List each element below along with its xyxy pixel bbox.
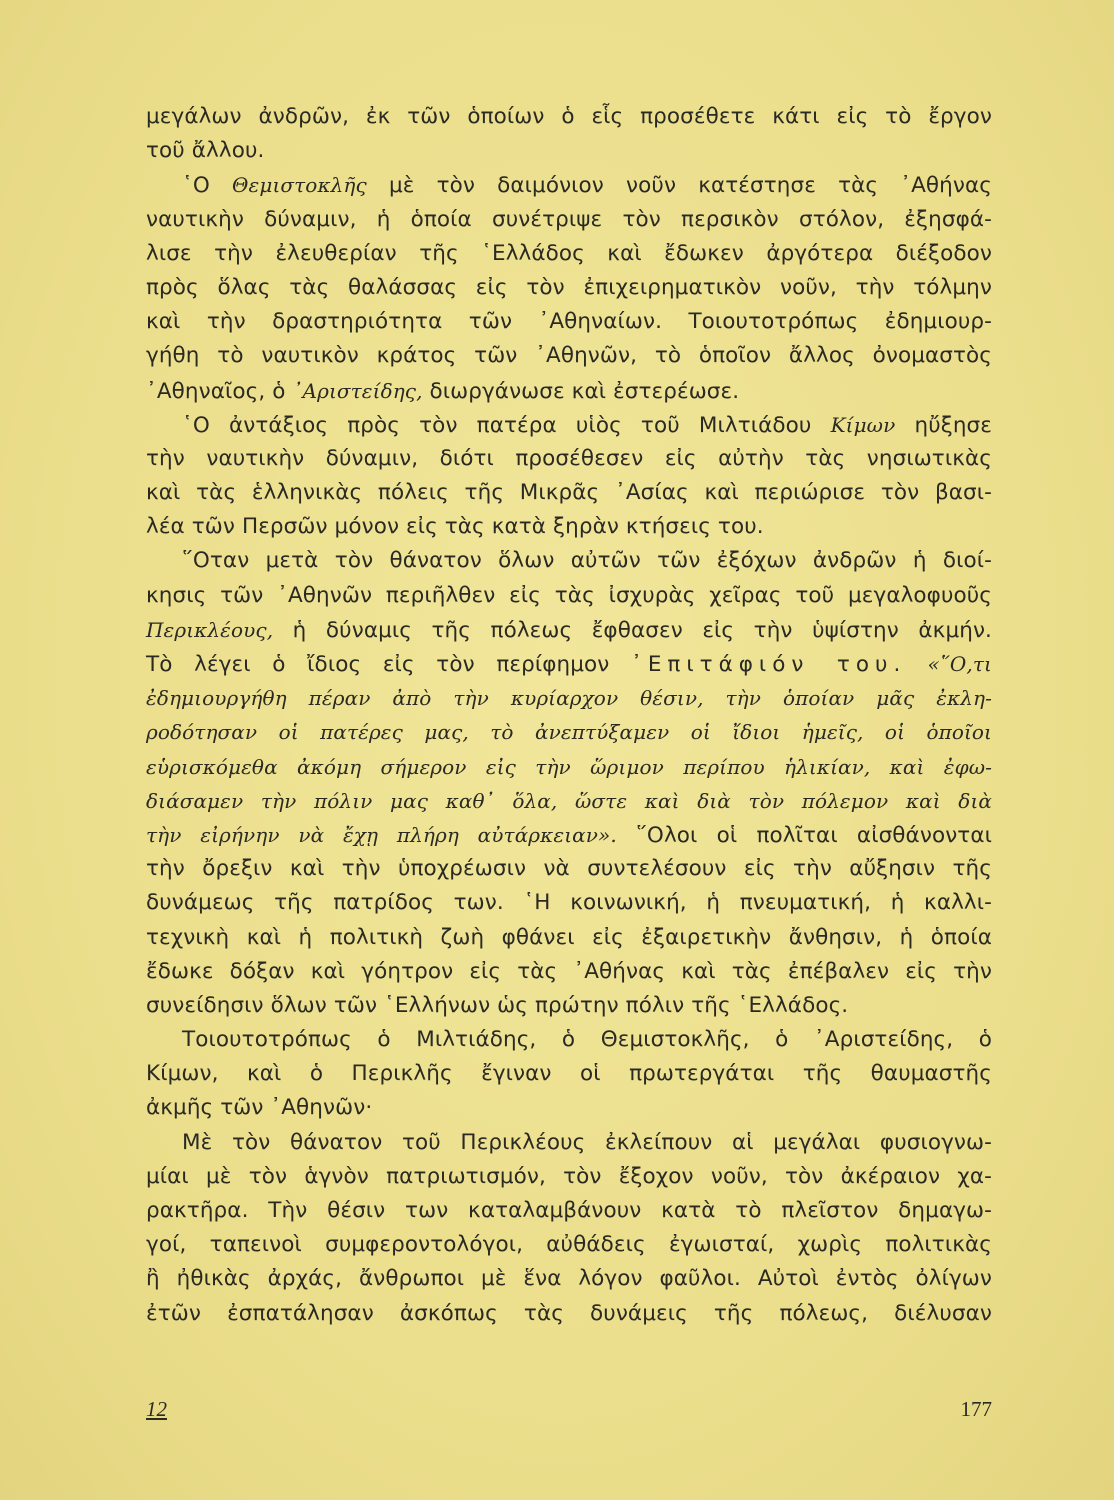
italic-text-run: Περικλέους,: [146, 617, 274, 642]
text-line: [146, 1160, 992, 1194]
italic-text-run: ᾿Αριστείδης,: [292, 378, 423, 403]
text-run: ᾿Αθηναῖος, ὁ: [146, 378, 293, 404]
text-line: [146, 750, 992, 784]
text-line: [146, 476, 992, 510]
italic-text-run: Θεμιστοκλῆς: [232, 173, 367, 198]
text-line: [146, 237, 992, 271]
text-line: [146, 579, 992, 613]
italic-text-run: διάσαμεν τὴν πόλιν μας καθ᾿ ὅλα, ὥστε καὶ διὰ τὸν πόλεμον καὶ διὰ: [146, 788, 992, 813]
text-run: τεχνικὴ καὶ ἡ πολιτικὴ ζωὴ φθάνει εἰς ἐξαιρετικὴν ἄνθησιν, ἡ ὁποία: [146, 924, 992, 950]
text-line: [146, 271, 992, 305]
text-line: [146, 100, 992, 134]
text-line: [146, 886, 992, 920]
text-line: [146, 510, 992, 544]
text-run: ῾Ο ἀντάξιος πρὸς τὸν πατέρα υἱὸς τοῦ Μιλτιάδου: [182, 412, 831, 438]
text-line: [146, 784, 992, 818]
text-run: καὶ τὴν δραστηριότητα τῶν ᾿Αθηναίων. Τοιουτοτρόπως ἐδημιουρ-: [146, 309, 992, 335]
text-line: [146, 921, 992, 955]
text-run: λέα τῶν Περσῶν μόνον εἰς τὰς κατὰ ξηρὰν κτήσεις του.: [146, 514, 764, 540]
text-run: ἔδωκε δόξαν καὶ γόητρον εἰς τὰς ᾿Αθήνας καὶ τὰς ἐπέβαλεν εἰς τὴν: [146, 958, 992, 984]
text-line: [146, 613, 992, 647]
text-run: τὴν ὄρεξιν καὶ τὴν ὑποχρέωσιν νὰ συντελέσουν εἰς τὴν αὔξησιν τῆς: [146, 856, 992, 882]
text-line: [146, 134, 992, 168]
text-line: [146, 1126, 992, 1160]
text-run: συνείδησιν ὅλων τῶν ῾Ελλήνων ὡς πρώτην πόλιν τῆς ῾Ελλάδος.: [146, 992, 849, 1018]
text-line: [146, 818, 992, 852]
text-run: μεγάλων ἀνδρῶν, ἐκ τῶν ὁποίων ὁ εἷς προσέθετε κάτι εἰς τὸ ἔργον: [146, 104, 992, 129]
italic-text-run: τὴν εἰρήνην νὰ ἔχῃ πλήρη αὐτάρκειαν».: [146, 822, 617, 847]
text-run: ναυτικὴν δύναμιν, ἡ ὁποία συνέτριψε τὸν περσικὸν στόλον, ἐξησφά-: [146, 206, 992, 232]
text-line: [146, 1228, 992, 1262]
text-line: [146, 442, 992, 476]
page-number: 177: [960, 1397, 992, 1421]
text-line: [146, 305, 992, 339]
text-run: γοί, ταπεινοὶ συμφεροντολόγοι, αὐθάδεις ἐγωισταί, χωρὶς πολιτικὰς: [146, 1232, 992, 1258]
page-footer: [146, 1397, 992, 1427]
text-run: τὴν ναυτικὴν δύναμιν, διότι προσέθεσεν εἰς αὐτὴν τὰς νησιωτικὰς: [146, 445, 992, 471]
text-line: [146, 1057, 992, 1091]
text-run: ἡ δύναμις τῆς πόλεως ἔφθασεν εἰς τὴν ὑψίστην ἀκμήν.: [273, 617, 992, 643]
italic-text-run: «῞Ο,τι: [906, 652, 992, 676]
text-line: [146, 339, 992, 373]
text-line: [146, 374, 992, 408]
text-run: ἢ ἠθικὰς ἀρχάς, ἄνθρωποι μὲ ἕνα λόγον φαῦλοι. Αὐτοὶ ἐντὸς ὀλίγων: [146, 1266, 992, 1292]
text-line: [146, 955, 992, 989]
text-line: [146, 852, 992, 886]
text-line: [146, 1262, 992, 1296]
body-text: [146, 100, 992, 1331]
text-line: [146, 989, 992, 1023]
text-line: [146, 203, 992, 237]
text-run: Τὸ λέγει ὁ ἴδιος εἰς τὸν περίφημον: [146, 652, 632, 677]
text-run: δυνάμεως τῆς πατρίδος των. ῾Η κοινωνική, ἡ πνευματική, ἡ καλλι-: [146, 890, 992, 916]
text-line: [146, 1194, 992, 1228]
text-run: διωργάνωσε καὶ ἐστερέωσε.: [422, 378, 740, 404]
text-run: καὶ τὰς ἑλληνικὰς πόλεις τῆς Μικρᾶς ᾿Ασίας καὶ περιώρισε τὸν βασι-: [146, 480, 992, 506]
text-run: Μὲ τὸν θάνατον τοῦ Περικλέους ἐκλείπουν αἱ μεγάλαι φυσιογνω-: [182, 1129, 992, 1155]
text-run: μίαι μὲ τὸν ἁγνὸν πατριωτισμόν, τὸν ἔξοχον νοῦν, τὸν ἀκέραιον χα-: [146, 1163, 992, 1189]
text-line: [146, 168, 992, 202]
text-run: τοῦ ἄλλου.: [146, 138, 265, 164]
text-run: κησις τῶν ᾿Αθηνῶν περιῆλθεν εἰς τὰς ἰσχυρὰς χεῖρας τοῦ μεγαλοφυοῦς: [146, 582, 992, 608]
italic-text-run: Κίμων: [830, 412, 896, 437]
text-run: ρακτῆρα. Τὴν θέσιν των καταλαμβάνουν κατὰ τὸ πλεῖστον δημαγω-: [146, 1198, 992, 1223]
text-run: ἀκμῆς τῶν ᾿Αθηνῶν·: [146, 1095, 373, 1121]
text-run: λισε τὴν ἐλευθερίαν τῆς ῾Ελλάδος καὶ ἔδωκεν ἀργότερα διέξοδον: [146, 240, 992, 266]
text-line: [146, 681, 992, 715]
text-line: [146, 1297, 992, 1331]
text-run: ῞Ολοι οἱ πολῖται αἰσθάνονται: [616, 822, 992, 848]
text-run: μὲ τὸν δαιμόνιον νοῦν κατέστησε τὰς ᾿Αθήνας: [366, 173, 992, 199]
text-run: Τοιουτοτρόπως ὁ Μιλτιάδης, ὁ Θεμιστοκλῆς, ὁ ᾿Αριστείδης, ὁ: [182, 1027, 992, 1053]
printer-signature-mark: 12: [146, 1397, 167, 1421]
text-line: [146, 544, 992, 578]
text-run: Κίμων, καὶ ὁ Περικλῆς ἔγιναν οἱ πρωτεργάται τῆς θαυμαστῆς: [146, 1061, 992, 1087]
text-run: ἐτῶν ἐσπατάλησαν ἀσκόπως τὰς δυνάμεις τῆς πόλεως, διέλυσαν: [146, 1300, 992, 1326]
text-run: ῾Ο: [182, 173, 233, 199]
text-run: πρὸς ὅλας τὰς θαλάσσας εἰς τὸν ἐπιχειρηματικὸν νοῦν, τὴν τόλμην: [146, 274, 992, 300]
spaced-text-run: ᾿Επιτάφιόν του.: [631, 652, 907, 677]
text-run: γήθη τὸ ναυτικὸν κράτος τῶν ᾿Αθηνῶν, τὸ ὁποῖον ἄλλος ὀνομαστὸς: [146, 343, 992, 369]
italic-text-run: εὑρισκόμεθα ἀκόμη σήμερον εἰς τὴν ὥριμον περίπου ἡλικίαν, καὶ ἐφω-: [146, 754, 992, 779]
text-run: ηὔξησε: [895, 412, 992, 438]
italic-text-run: ἐδημιουργήθη πέραν ἀπὸ τὴν κυρίαρχον θέσιν, τὴν ὁποίαν μᾶς ἐκλη-: [146, 686, 992, 711]
text-line: [146, 715, 992, 749]
text-line: [146, 647, 992, 681]
text-line: [146, 1023, 992, 1057]
text-run: ῞Οταν μετὰ τὸν θάνατον ὅλων αὐτῶν τῶν ἐξόχων ἀνδρῶν ἡ διοί-: [182, 548, 992, 574]
text-line: [146, 408, 992, 442]
text-line: [146, 1091, 992, 1125]
italic-text-run: ροδότησαν οἱ πατέρες μας, τὸ ἀνεπτύξαμεν οἱ ἴδιοι ἡμεῖς, οἱ ὁποῖοι: [146, 720, 992, 745]
